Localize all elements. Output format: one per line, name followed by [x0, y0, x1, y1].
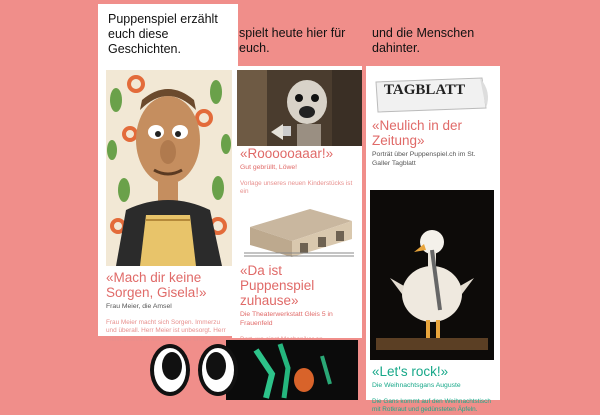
- puppet-man-image: [106, 70, 232, 266]
- tagline-3: und die Menschen dahinter.: [372, 26, 475, 55]
- card-subtitle: Frau Meier, die Amsel: [106, 303, 172, 310]
- card-subtitle: Porträt über Puppenspiel.ch im St. Galler Tagblatt: [372, 151, 476, 167]
- card-title[interactable]: «Mach dir keine Sorgen, Gisela!»: [106, 270, 207, 300]
- card-body: Vorlage unseres neuen Kinderstücks ist ein: [240, 180, 353, 196]
- goose-puppet-image: [370, 190, 494, 360]
- story-card-gisela[interactable]: [98, 66, 238, 343]
- card-title[interactable]: «Roooooaaar!»: [240, 146, 334, 161]
- card-body: Die Gans kommt auf den Weihnachtstisch mit Rotkraut und gedünsteten Äpfeln.: [372, 398, 491, 414]
- neon-puppet-image: [226, 340, 358, 400]
- card-subtitle: Die Weihnachtsgans Auguste: [372, 382, 461, 389]
- story-card-newspaper[interactable]: [366, 66, 500, 414]
- tagline-2: spielt heute hier für euch.: [239, 26, 346, 55]
- cartoon-eyes-icon: [148, 338, 230, 400]
- card-title[interactable]: «Let's rock!»: [372, 364, 449, 379]
- tagline-1: [98, 4, 238, 66]
- tagline-1-text: Puppenspiel erzählt euch diese Geschichten.: [108, 12, 218, 56]
- tagblatt-logo-image: [372, 72, 494, 116]
- lion-puppet-image: [237, 70, 362, 146]
- card-subtitle: Gut gebrüllt, Löwe!: [240, 164, 298, 171]
- story-card-roar[interactable]: [232, 66, 362, 338]
- story-card-dark[interactable]: [226, 340, 358, 400]
- card-title[interactable]: «Da ist Puppenspiel zuhause»: [240, 262, 315, 308]
- card-title[interactable]: «Neulich in der Zeitung»: [372, 118, 463, 148]
- theatre-building-image: [240, 205, 358, 261]
- card-body: Frau Meier macht sich Sorgen. Immerzu und überall. Herr Meier ist unbesorgt. Herr Meier bastelt in seiner Garage und liebt: [106, 319, 226, 343]
- tagblatt-logo-text: TAGBLATT: [384, 82, 466, 98]
- card-subtitle: Die Theaterwerkstatt Gleis 5 in Frauenfeld: [240, 310, 333, 327]
